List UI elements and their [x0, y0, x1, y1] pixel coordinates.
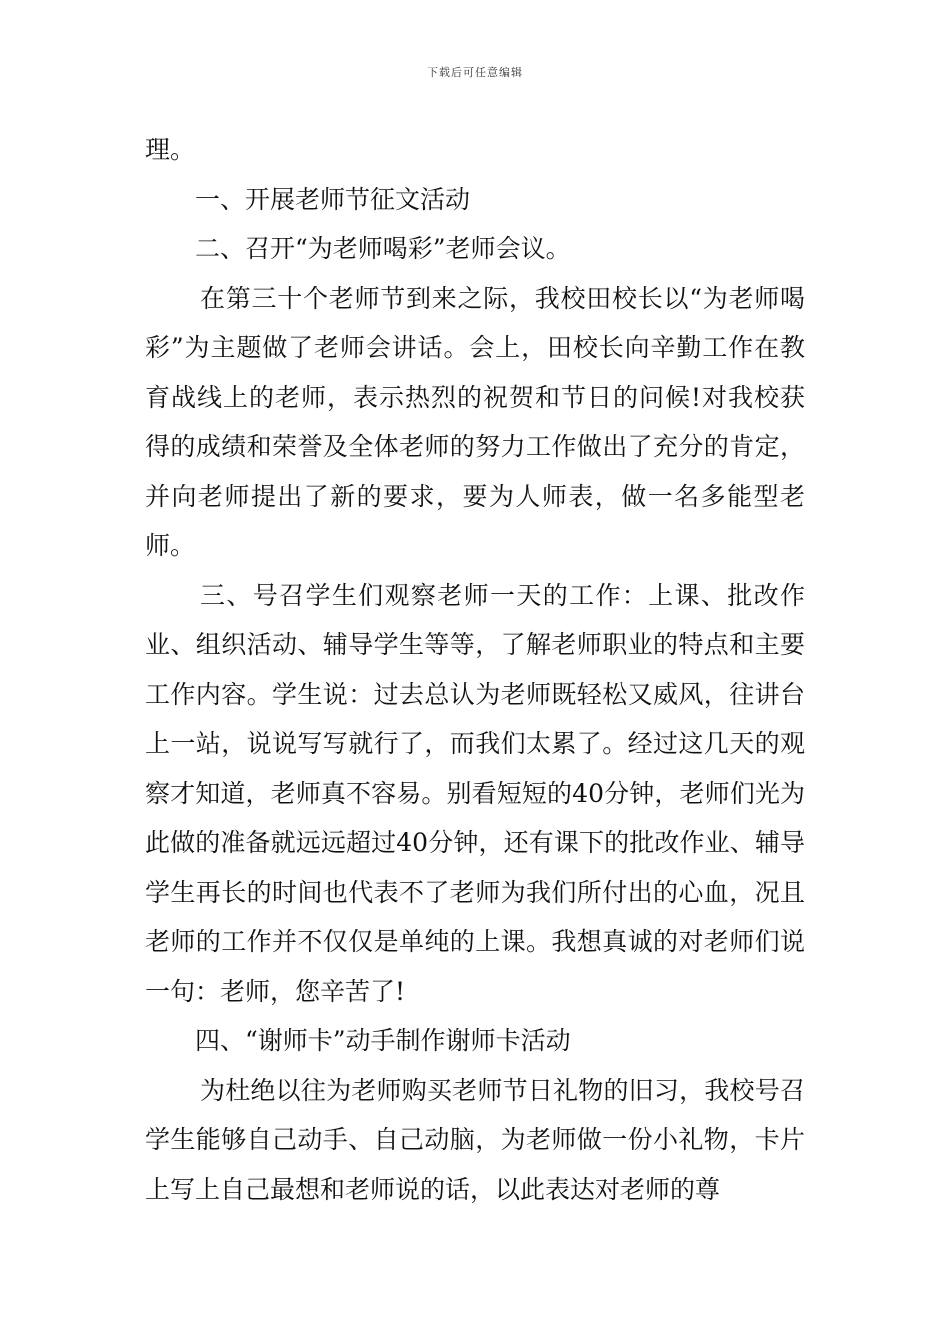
paragraph-continuation: 理。: [145, 135, 196, 164]
page-header: 下载后可任意编辑: [427, 66, 523, 79]
paragraph-thank-card: 为杜绝以往为老师购买老师节日礼物的旧习，我校号召学生能够自己动手、自己动脑，为老师做一份小礼物，卡片上写上自己最想和老师说的话，以此表达对老师的尊: [145, 1075, 805, 1204]
paragraph-observation: 三、号召学生们观察老师一天的工作：上课、批改作业、组织活动、辅导学生等等，了解老师职业的特点和主要工作内容。学生说：过去总认为老师既轻松又威风，往讲台上一站，说说写写就行了，而我们太累了。经过这几天的观察才知道，老师真不容易。别看短短的40分钟，老师们光为此做的准备就远远超过40分钟，还有课下的批改作业、辅导学生再长的时间也代表不了老师为我们所付出的心血，况且老师的工作并不仅仅是单纯的上课。我想真诚的对老师们说一句：老师，您辛苦了!: [145, 580, 805, 1006]
heading-item-1: 一、开展老师节征文活动: [195, 184, 471, 214]
heading-item-2: 二、召开“为老师喝彩”老师会议。: [195, 234, 571, 263]
paragraph-speech: 在第三十个老师节到来之际，我校田校长以“为老师喝彩”为主题做了老师会讲话。会上，田校长向辛勤工作在教育战线上的老师，表示热烈的祝贺和节日的问候!对我校获得的成绩和荣誉及全体老师的努力工作做出了充分的肯定，并向老师提出了新的要求，要为人师表，做一名多能型老师。: [145, 283, 805, 560]
heading-item-4: 四、“谢师卡”动手制作谢师卡活动: [195, 1026, 571, 1055]
document-body: [145, 125, 805, 1214]
